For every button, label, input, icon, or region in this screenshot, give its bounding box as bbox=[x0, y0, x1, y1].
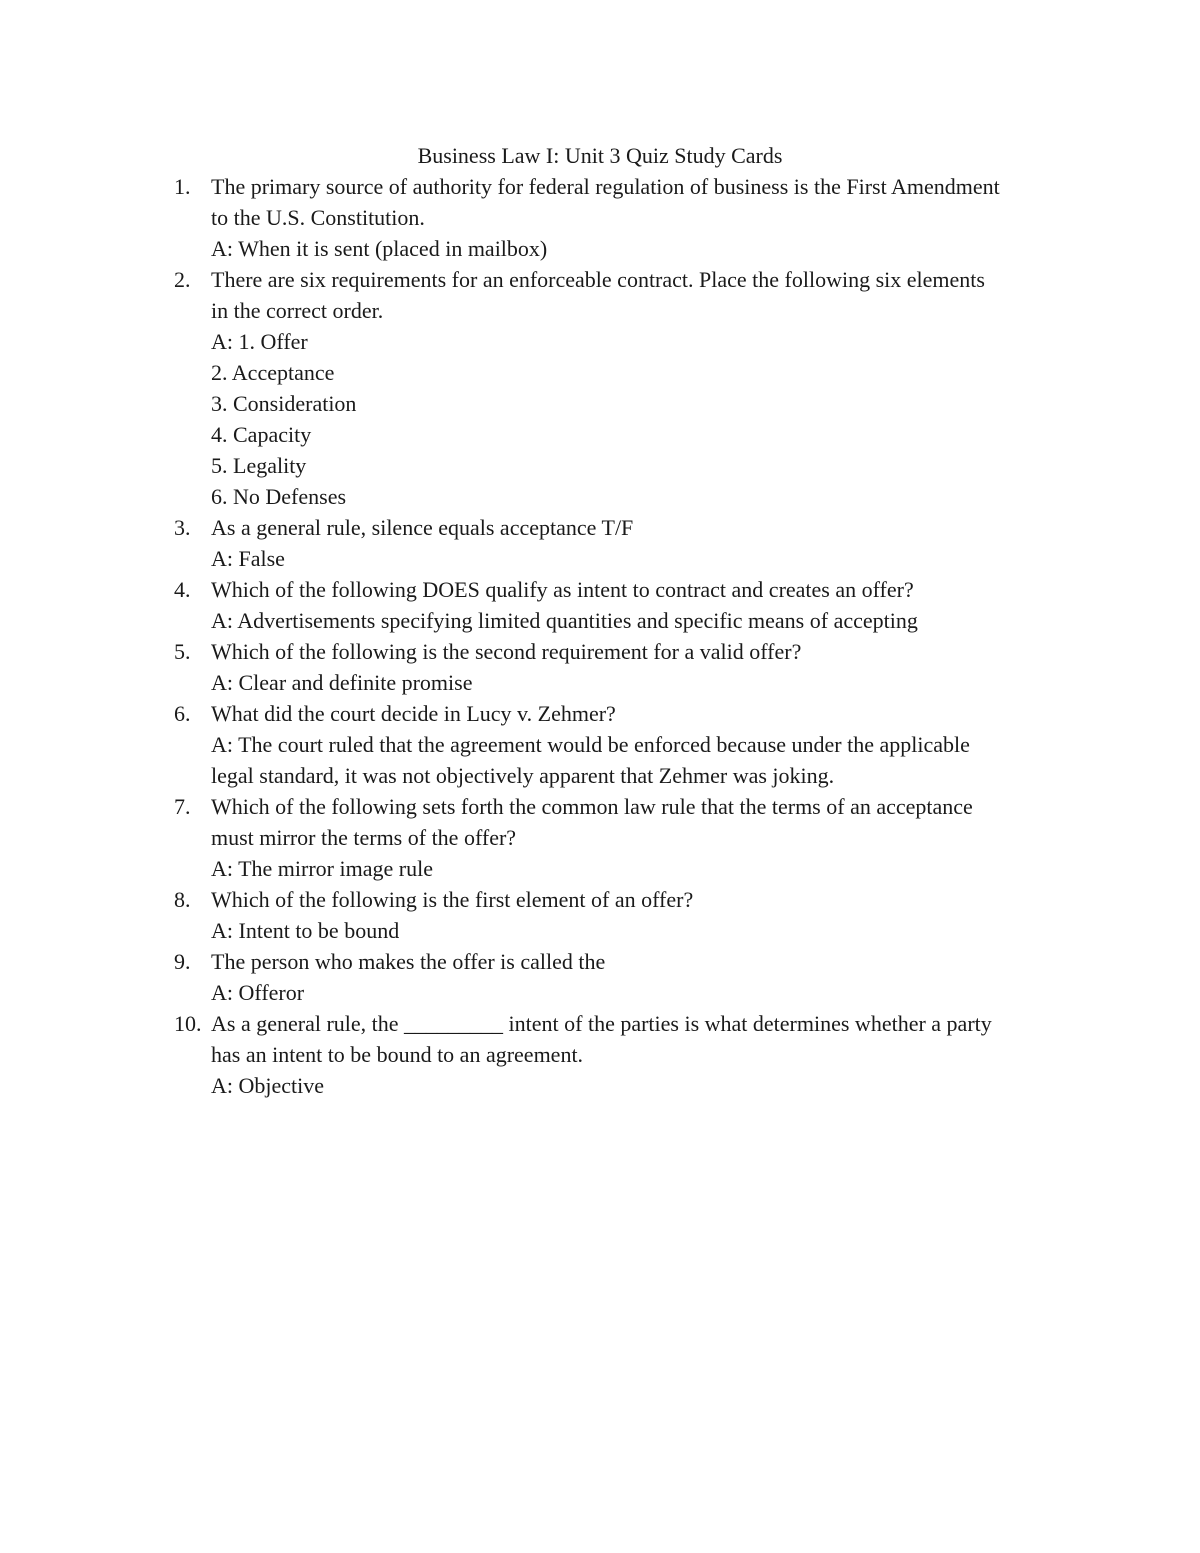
text-line: As a general rule, the _________ intent of the parties is what determines whether a party bbox=[211, 1011, 992, 1036]
answer-line: A: The mirror image rule bbox=[211, 856, 433, 881]
question-body bbox=[211, 884, 1071, 946]
text-line: Which of the following DOES qualify as intent to contract and creates an offer? bbox=[211, 577, 914, 602]
answer-line: A: Clear and definite promise bbox=[211, 670, 473, 695]
text-line: The primary source of authority for federal regulation of business is the First Amendment bbox=[211, 174, 1000, 199]
question-body bbox=[211, 946, 1071, 1008]
text-line: to the U.S. Constitution. bbox=[211, 205, 425, 230]
question-item bbox=[0, 791, 1200, 884]
text-line: 3. Consideration bbox=[211, 391, 357, 416]
document-title: Business Law I: Unit 3 Quiz Study Cards bbox=[417, 143, 783, 168]
question-item bbox=[0, 698, 1200, 791]
question-item bbox=[0, 264, 1200, 512]
text-line: Which of the following is the second requirement for a valid offer? bbox=[211, 639, 802, 664]
question-number: 7. bbox=[174, 794, 191, 819]
text-line: Which of the following is the first element of an offer? bbox=[211, 887, 694, 912]
question-number: 9. bbox=[174, 949, 191, 974]
question-number: 10. bbox=[174, 1011, 202, 1036]
answer-line: A: Objective bbox=[211, 1073, 325, 1098]
text-line: What did the court decide in Lucy v. Zehmer? bbox=[211, 701, 616, 726]
question-body bbox=[211, 1008, 1071, 1101]
question-number: 3. bbox=[174, 515, 191, 540]
question-body bbox=[211, 698, 1071, 791]
question-number: 8. bbox=[174, 887, 191, 912]
answer-line: A: Advertisements specifying limited quantities and specific means of accepting bbox=[211, 608, 918, 633]
question-item bbox=[0, 636, 1200, 698]
text-line: As a general rule, silence equals acceptance T/F bbox=[211, 515, 634, 540]
question-item bbox=[0, 884, 1200, 946]
question-item bbox=[0, 574, 1200, 636]
question-body bbox=[211, 264, 1071, 512]
text-line: must mirror the terms of the offer? bbox=[211, 825, 517, 850]
question-item bbox=[0, 946, 1200, 1008]
question-number: 6. bbox=[174, 701, 191, 726]
text-line: There are six requirements for an enforceable contract. Place the following six elements bbox=[211, 267, 985, 292]
answer-line: A: The court ruled that the agreement would be enforced because under the applicable bbox=[211, 732, 970, 757]
question-body bbox=[211, 171, 1071, 264]
answer-line: A: 1. Offer bbox=[211, 329, 308, 354]
answer-line: A: Intent to be bound bbox=[211, 918, 400, 943]
answer-line: A: False bbox=[211, 546, 285, 571]
text-line: 5. Legality bbox=[211, 453, 307, 478]
question-list bbox=[0, 171, 1200, 1101]
text-line: 2. Acceptance bbox=[211, 360, 335, 385]
question-item bbox=[0, 512, 1200, 574]
text-line: 6. No Defenses bbox=[211, 484, 347, 509]
answer-line: A: When it is sent (placed in mailbox) bbox=[211, 236, 548, 261]
text-line: 4. Capacity bbox=[211, 422, 312, 447]
question-body bbox=[211, 636, 1071, 698]
text-line: in the correct order. bbox=[211, 298, 384, 323]
question-body bbox=[211, 574, 1071, 636]
question-number: 5. bbox=[174, 639, 191, 664]
question-number: 2. bbox=[174, 267, 191, 292]
question-item bbox=[0, 1008, 1200, 1101]
text-line: has an intent to be bound to an agreement. bbox=[211, 1042, 584, 1067]
question-item bbox=[0, 171, 1200, 264]
text-line: legal standard, it was not objectively apparent that Zehmer was joking. bbox=[211, 763, 835, 788]
question-body bbox=[211, 791, 1071, 884]
question-number: 1. bbox=[174, 174, 191, 199]
answer-line: A: Offeror bbox=[211, 980, 305, 1005]
text-line: Which of the following sets forth the common law rule that the terms of an acceptance bbox=[211, 794, 973, 819]
question-number: 4. bbox=[174, 577, 191, 602]
question-body bbox=[211, 512, 1071, 574]
text-line: The person who makes the offer is called the bbox=[211, 949, 606, 974]
